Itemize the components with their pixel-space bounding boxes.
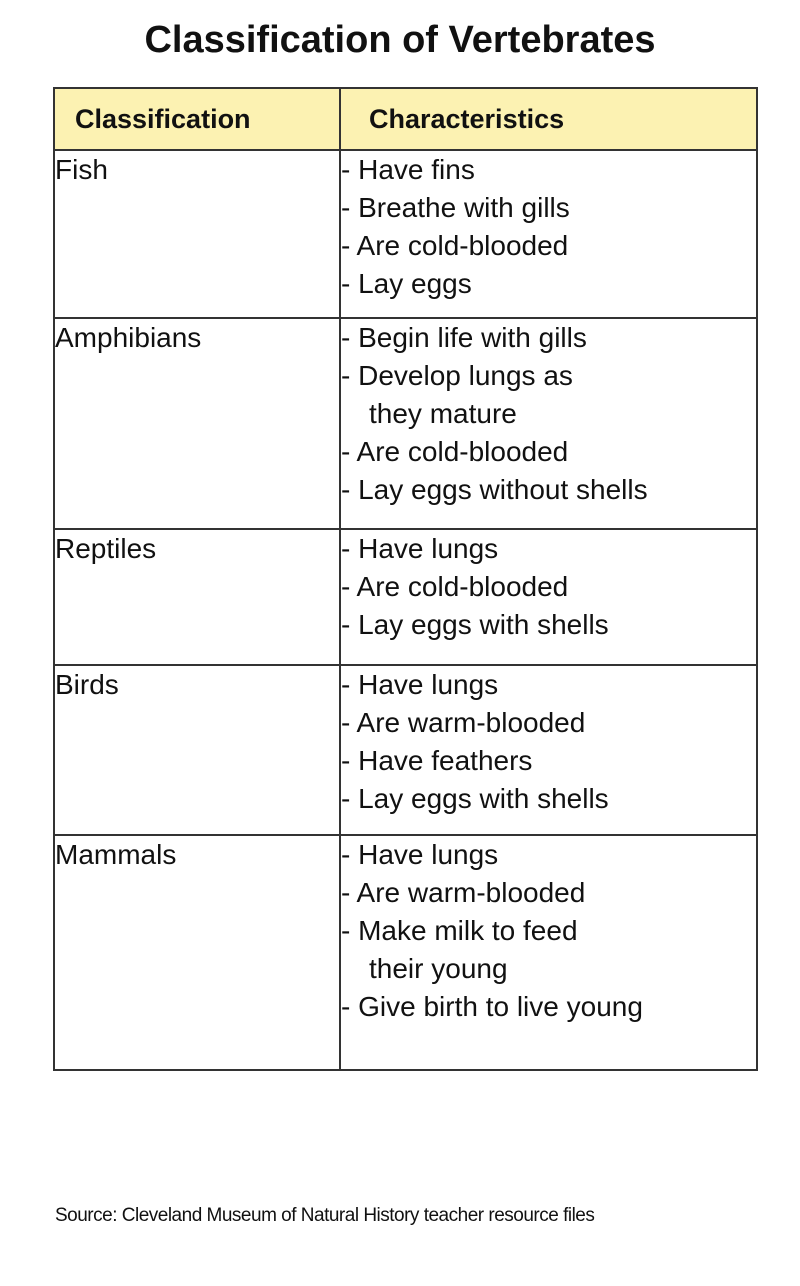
characteristic-line: - Lay eggs (341, 268, 472, 299)
column-header-characteristics: Characteristics (340, 88, 757, 150)
page-title: Classification of Vertebrates (144, 19, 656, 61)
characteristic-line: - Have lungs (341, 669, 499, 700)
characteristics-cell (340, 318, 757, 529)
characteristic-line: - Have fins (341, 154, 475, 185)
characteristics-cell (340, 150, 757, 318)
source-note: Source: Cleveland Museum of Natural History teacher resource files (55, 1205, 595, 1226)
table-row (54, 665, 757, 835)
characteristics-cell (340, 665, 757, 835)
vertebrates-table (53, 87, 758, 1071)
table-row (54, 150, 757, 318)
characteristic-line: - Lay eggs with shells (341, 783, 609, 814)
column-header-classification: Classification (54, 88, 340, 150)
characteristic-line: - Have lungs (341, 839, 499, 870)
characteristic-line: - Give birth to live young (341, 991, 643, 1022)
characteristic-line: - Are cold-blooded (341, 436, 569, 467)
classification-cell: Mammals (54, 835, 340, 1070)
characteristic-line: - Are cold-blooded (341, 571, 569, 602)
classification-cell: Amphibians (54, 318, 340, 529)
characteristic-line: - Are warm-blooded (341, 877, 586, 908)
characteristic-line: - Have feathers (341, 745, 533, 776)
classification-cell: Fish (54, 150, 340, 318)
classification-cell: Reptiles (54, 529, 340, 665)
characteristic-line: their young (369, 953, 508, 984)
table-row (54, 835, 757, 1070)
characteristic-line: they mature (369, 398, 517, 429)
characteristic-line: - Lay eggs without shells (341, 474, 648, 505)
characteristic-line: - Are cold-blooded (341, 230, 569, 261)
table-header-row (54, 88, 757, 150)
characteristic-line: - Make milk to feed (341, 915, 578, 946)
characteristics-cell (340, 835, 757, 1070)
table-row (54, 529, 757, 665)
characteristic-line: - Lay eggs with shells (341, 609, 609, 640)
characteristic-line: - Begin life with gills (341, 322, 587, 353)
characteristics-cell (340, 529, 757, 665)
characteristic-line: - Breathe with gills (341, 192, 570, 223)
characteristic-line: - Develop lungs as (341, 360, 573, 391)
table-row (54, 318, 757, 529)
classification-cell: Birds (54, 665, 340, 835)
characteristic-line: - Are warm-blooded (341, 707, 586, 738)
characteristic-line: - Have lungs (341, 533, 499, 564)
